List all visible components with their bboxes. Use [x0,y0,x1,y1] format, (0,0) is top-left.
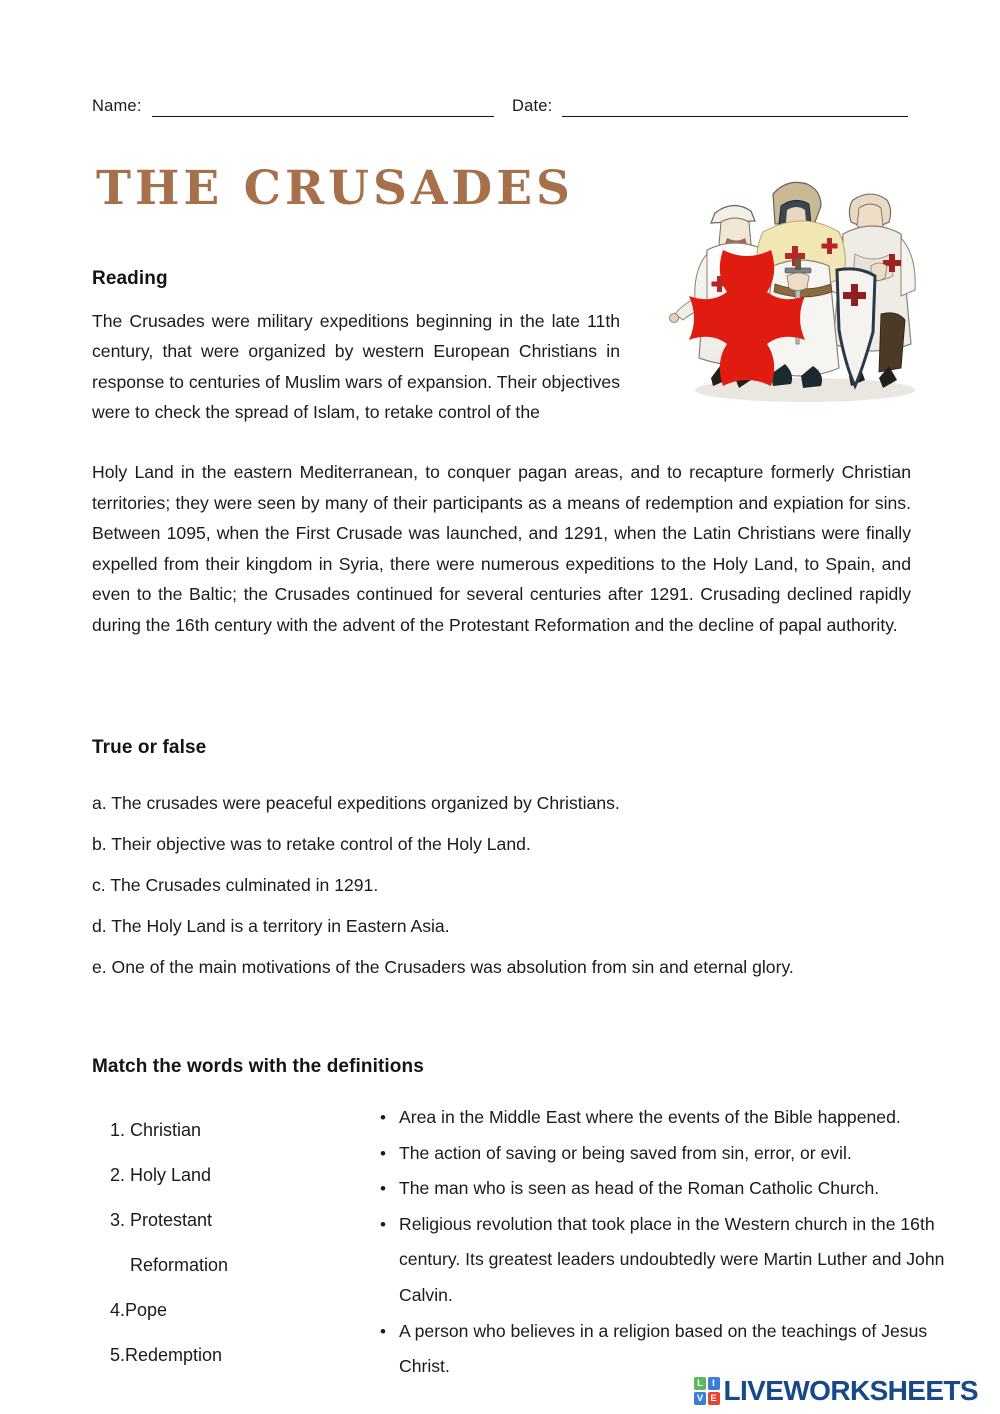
bullet-icon: • [380,1108,386,1127]
matching-definition-item[interactable] [377,1100,962,1136]
logo-tile-i: I [708,1377,720,1390]
matching-word-item[interactable]: 3. Protestant [110,1210,213,1230]
matching-definition-text: Religious revolution that took place in the Western church in the 16th century. Its greatest leaders undoubtedly were Martin Luther and John Calvin. [399,1213,945,1305]
date-field-group [512,96,908,117]
matching-word-item[interactable]: 1. Christian [110,1120,202,1140]
bullet-icon: • [380,1143,386,1163]
matching-word-item[interactable]: 5.Redemption [110,1345,223,1365]
name-input-line[interactable] [152,96,494,117]
true-false-item[interactable]: a. The crusades were peaceful expeditions organized by Christians. [92,793,620,813]
liveworksheets-logo-tiles [694,1377,720,1405]
matching-definition-text: The action of saving or being saved from sin, error, or evil. [399,1142,852,1163]
matching-word-item-continuation[interactable]: Reformation [110,1255,229,1275]
date-label: Date: [512,97,553,115]
bullet-icon: • [380,1321,386,1341]
matching-section [92,1098,962,1385]
name-label: Name: [92,97,142,115]
liveworksheets-logo[interactable] [694,1374,978,1408]
knights-templar-illustration [645,158,935,423]
true-false-item[interactable]: c. The Crusades culminated in 1291. [92,875,379,895]
true-false-item[interactable]: b. Their objective was to retake control of the Holy Land. [92,834,531,854]
matching-word-item[interactable]: 4.Pope [110,1300,168,1320]
student-info-row [92,96,908,117]
name-field-group [92,96,512,117]
date-input-line[interactable] [562,96,908,117]
true-or-false-heading: True or false [92,737,207,758]
matching-definition-item[interactable] [377,1136,962,1172]
bullet-icon: • [380,1179,386,1199]
matching-definitions-column [377,1098,962,1385]
matching-definition-text: A person who believes in a religion based on the teachings of Jesus Christ. [399,1320,928,1377]
matching-words-column [92,1098,377,1378]
page-title: THE CRUSADES [96,161,574,216]
matching-definition-item[interactable] [377,1171,962,1207]
true-false-item[interactable]: e. One of the main motivations of the Crusaders was absolution from sin and eternal glory. [92,957,794,977]
logo-tile-v: V [694,1392,706,1405]
reading-paragraph-top: The Crusades were military expeditions beginning in the late 11th century, that were organized by western European Christians in response to centuries of Muslim wars of expansion. Their objectives were to check the spread of Islam, to retake control of the [92,311,620,423]
matching-heading: Match the words with the definitions [92,1056,424,1077]
reading-paragraph-bottom: Holy Land in the eastern Mediterranean, to conquer pagan areas, and to recapture formerly Christian territories; they were seen by many of their participants as a means of redemption and expiation for sins. Between 1095, when the First Crusade was launched, and 1291, when the Latin Christians were finally expelled from their kingdom in Syria, there were numerous expeditions to the Holy Land, to Spain, and even to the Baltic; the Crusades continued for several centuries after 1291. Crusading declined rapidly during the 16th century with the advent of the Protestant Reformation and the decline of papal authority. [92,462,911,635]
matching-word-item[interactable]: 2. Holy Land [110,1165,212,1185]
logo-tile-e: E [708,1392,720,1405]
reading-heading: Reading [92,268,168,289]
liveworksheets-wordmark: LIVEWORKSHEETS [723,1375,979,1406]
matching-definition-text: The man who is seen as head of the Roman Catholic Church. [399,1178,880,1199]
true-false-item[interactable]: d. The Holy Land is a territory in Eastern Asia. [92,916,450,936]
matching-definition-item[interactable] [377,1207,962,1314]
logo-tile-l: L [694,1377,706,1390]
matching-definition-text: Area in the Middle East where the events of the Bible happened. [399,1107,901,1127]
true-or-false-list [92,783,920,988]
bullet-icon: • [380,1214,386,1234]
